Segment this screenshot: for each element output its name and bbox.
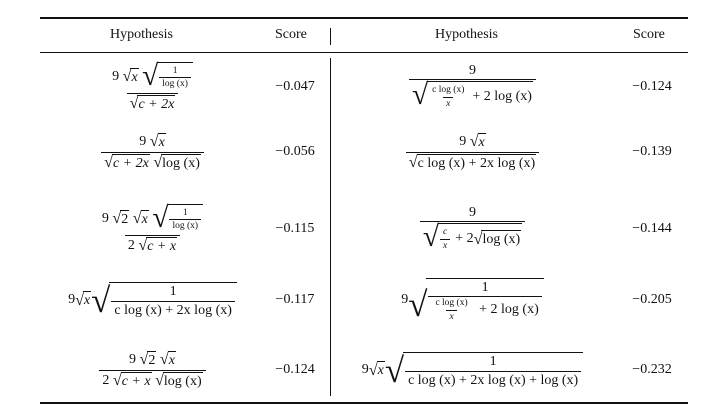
column-divider-header [330, 28, 331, 45]
hypothesis-left-row-5: 9 √ 2 √ x 2 √ c + x √ log (x) [40, 338, 265, 402]
score-left-row-3: −0.115 [275, 221, 315, 236]
score-right-row-2: −0.139 [632, 144, 672, 159]
score-left-row-2: −0.056 [275, 144, 315, 159]
hypothesis-left-row-2: 9 √ x √ c + 2x √ log (x) [40, 120, 265, 184]
column-divider-body [330, 58, 331, 396]
header-score-left: Score [275, 27, 307, 42]
score-right-row-4: −0.205 [632, 292, 672, 307]
header-hypothesis-right: Hypothesis [435, 27, 498, 42]
score-right-row-1: −0.124 [632, 79, 672, 94]
hypothesis-left-row-3: 9 √ 2 √ x √ $\frac{1}{\log (x)}$ 2 √ c + x [40, 197, 265, 261]
hypothesis-right-row-4: 9 √ 1 $\frac{\text{c log (x)}}{x}$ + 2 log (x) [335, 268, 610, 332]
hypothesis-right-row-1: 9 √ $\frac{\text{c log (x)}}{x}$ + 2 log (x) [335, 55, 610, 119]
hypothesis-right-row-3: 9 √ $\frac{c}{x}$ + 2 √ log (x) [335, 197, 610, 261]
header-rule [40, 52, 688, 53]
score-left-row-1: −0.047 [275, 79, 315, 94]
hypothesis-left-row-4: 9 √ x √ $\frac{1}{\text{c log (x) + 2x log (x)}}$ [40, 268, 265, 332]
hypothesis-left-row-1: 9 √ x √ $\frac{1}{\log (x)}$ √ c + 2x [40, 55, 265, 119]
hypothesis-right-row-5: 9 √ x √ $\frac{1}{\text{c log (x) + 2x log (x) + log (x)}}$ [335, 338, 610, 402]
score-right-row-5: −0.232 [632, 362, 672, 377]
header-hypothesis-left: Hypothesis [110, 27, 173, 42]
hypothesis-right-row-2: 9 √ x √ c log (x) + 2x log (x) [335, 120, 610, 184]
score-left-row-4: −0.117 [275, 292, 315, 307]
header-score-right: Score [633, 27, 665, 42]
score-right-row-3: −0.144 [632, 221, 672, 236]
score-left-row-5: −0.124 [275, 362, 315, 377]
top-rule [40, 17, 688, 19]
bottom-rule [40, 402, 688, 404]
